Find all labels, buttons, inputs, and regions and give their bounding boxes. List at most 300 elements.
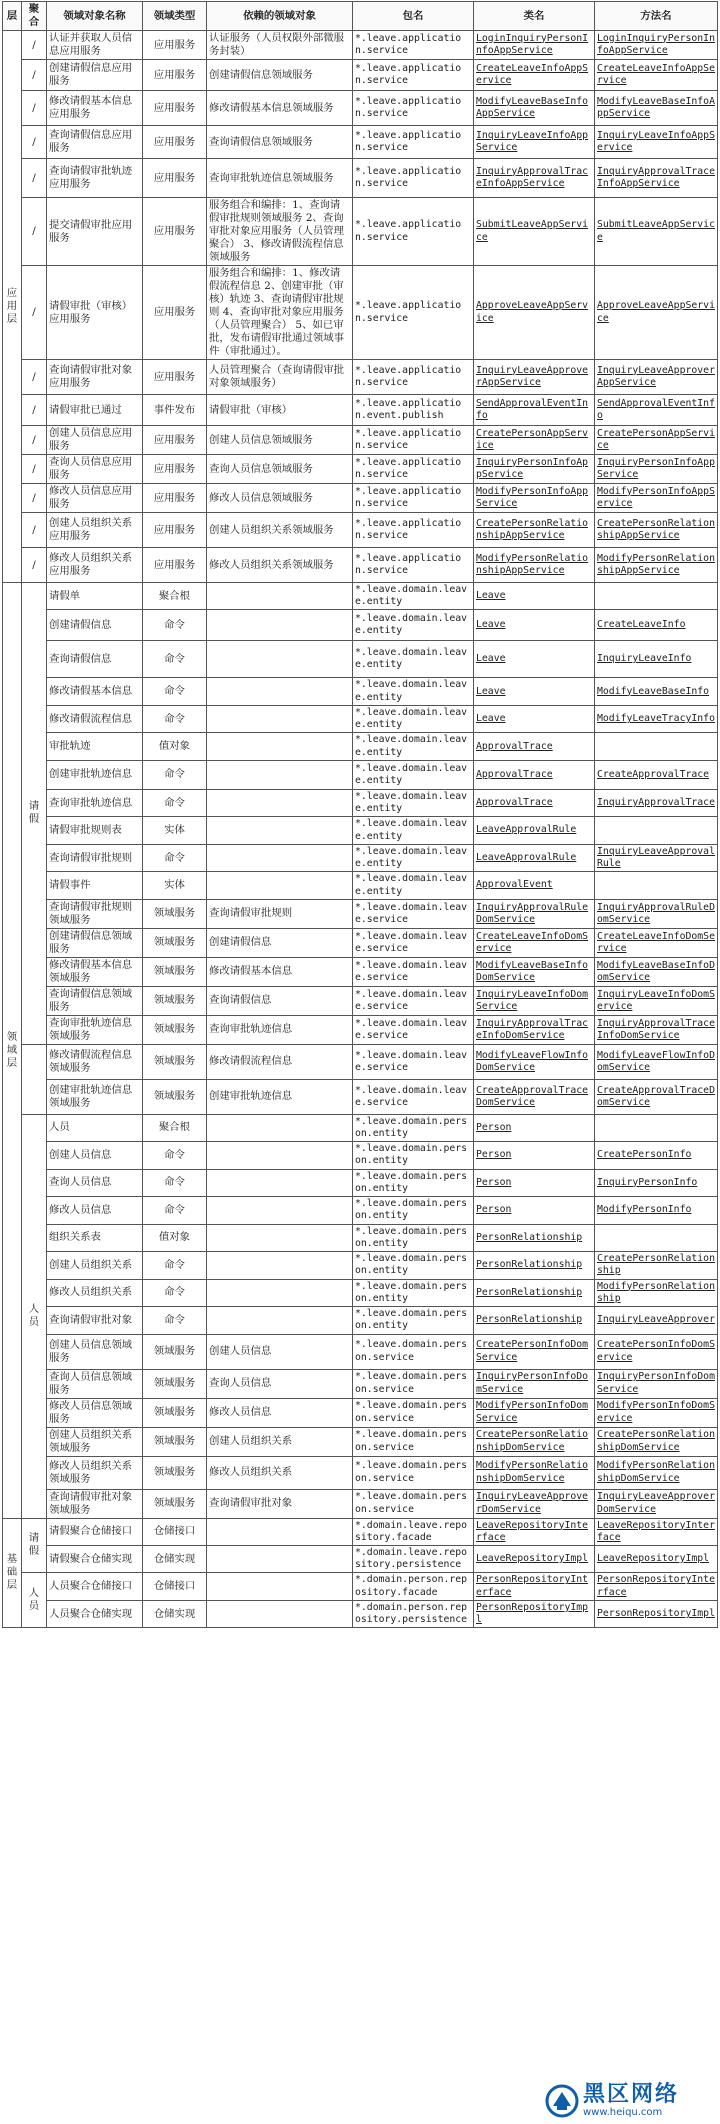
table-row xyxy=(3,1427,718,1456)
cell-object-name: 查询请假审批对象应用服务 xyxy=(47,360,143,395)
cell-package: *.leave.domain.person.service xyxy=(353,1334,474,1369)
cell-class: ModifyLeaveBaseInfoDomService xyxy=(474,957,595,986)
cell-method: CreatePersonInfo xyxy=(595,1142,718,1169)
cell-object-name: 查询请假审批对象 xyxy=(47,1307,143,1334)
cell-method xyxy=(595,1224,718,1251)
table-row xyxy=(3,789,718,816)
cell-aggregate: / xyxy=(22,266,47,360)
cell-object-name: 查询人员信息 xyxy=(47,1169,143,1196)
cell-class: CreateApprovalTraceDomService xyxy=(474,1079,595,1114)
cell-aggregate: / xyxy=(22,395,47,426)
cell-class: CreatePersonInfoDomService xyxy=(474,1334,595,1369)
cell-method: ModifyLeaveTracyInfo xyxy=(595,705,718,732)
cell-class: InquiryApprovalTraceInfoDomService xyxy=(474,1015,595,1044)
table-row xyxy=(3,928,718,957)
cell-method: CreatePersonAppService xyxy=(595,426,718,455)
cell-aggregate: / xyxy=(22,60,47,91)
table-row xyxy=(3,1169,718,1196)
cell-domain-type: 应用服务 xyxy=(143,484,207,513)
cell-package: *.leave.domain.person.entity xyxy=(353,1224,474,1251)
cell-method: InquiryLeaveApprover xyxy=(595,1307,718,1334)
cell-object-name: 修改请假基本信息 xyxy=(47,678,143,705)
cell-object-name: 请假聚合仓储实现 xyxy=(47,1545,143,1572)
cell-dependency: 修改人员信息领域服务 xyxy=(207,484,353,513)
cell-object-name: 创建审批轨迹信息领域服务 xyxy=(47,1079,143,1114)
table-row xyxy=(3,455,718,484)
cell-method: InquiryApprovalRuleDomService xyxy=(595,899,718,928)
cell-class: CreatePersonRelationshipAppService xyxy=(474,513,595,548)
cell-dependency: 修改请假基本信息 xyxy=(207,957,353,986)
cell-domain-type: 命令 xyxy=(143,844,207,871)
aggregate-cell-leave: 请假 xyxy=(22,583,47,1045)
cell-class: Person xyxy=(474,1142,595,1169)
cell-package: *.leave.application.service xyxy=(353,159,474,198)
cell-class: PersonRelationship xyxy=(474,1279,595,1306)
cell-domain-type: 命令 xyxy=(143,678,207,705)
cell-class: CreatePersonAppService xyxy=(474,426,595,455)
cell-method: ModifyLeaveBaseInfoDomService xyxy=(595,957,718,986)
cell-domain-type: 领域服务 xyxy=(143,957,207,986)
cell-method: InquiryLeaveApproverAppService xyxy=(595,360,718,395)
cell-object-name: 创建请假信息 xyxy=(47,610,143,641)
cell-class: PersonRelationship xyxy=(474,1224,595,1251)
layer-cell-application: 应用层 xyxy=(3,31,22,583)
header-layer: 层 xyxy=(3,2,22,31)
cell-object-name: 修改请假基本信息领域服务 xyxy=(47,957,143,986)
cell-package: *.leave.domain.person.entity xyxy=(353,1279,474,1306)
header-method: 方法名 xyxy=(595,2,718,31)
cell-method: CreateLeaveInfoDomService xyxy=(595,928,718,957)
cell-class: InquiryPersonInfoAppService xyxy=(474,455,595,484)
cell-class: ApprovalTrace xyxy=(474,733,595,760)
cell-package: *.leave.domain.leave.service xyxy=(353,928,474,957)
cell-domain-type: 应用服务 xyxy=(143,548,207,583)
cell-dependency xyxy=(207,641,353,678)
table-row xyxy=(3,1079,718,1114)
cell-dependency xyxy=(207,583,353,610)
cell-aggregate: / xyxy=(22,360,47,395)
cell-method: CreateApprovalTraceDomService xyxy=(595,1079,718,1114)
cell-domain-type: 领域服务 xyxy=(143,1427,207,1456)
cell-domain-type: 应用服务 xyxy=(143,426,207,455)
cell-object-name: 请假单 xyxy=(47,583,143,610)
cell-object-name: 查询请假审批规则领域服务 xyxy=(47,899,143,928)
cell-domain-type: 领域服务 xyxy=(143,928,207,957)
cell-class: InquiryApprovalRuleDomService xyxy=(474,899,595,928)
cell-object-name: 修改请假流程信息领域服务 xyxy=(47,1044,143,1079)
cell-dependency: 创建请假信息 xyxy=(207,928,353,957)
cell-domain-type: 应用服务 xyxy=(143,126,207,159)
cell-dependency xyxy=(207,1600,353,1627)
cell-class: ModifyPersonRelationshipDomService xyxy=(474,1456,595,1489)
cell-class: PersonRelationship xyxy=(474,1252,595,1279)
cell-object-name: 查询请假信息领域服务 xyxy=(47,986,143,1015)
table-row xyxy=(3,1518,718,1545)
cell-dependency: 查询审批轨迹信息领域服务 xyxy=(207,159,353,198)
cell-dependency xyxy=(207,1573,353,1600)
header-class: 类名 xyxy=(474,2,595,31)
cell-method: InquiryApprovalTrace xyxy=(595,789,718,816)
table-row xyxy=(3,899,718,928)
table-row xyxy=(3,705,718,732)
table-row xyxy=(3,159,718,198)
cell-method: InquiryLeaveApproverDomService xyxy=(595,1489,718,1518)
cell-package: *.leave.domain.person.service xyxy=(353,1456,474,1489)
cell-object-name: 创建人员信息领域服务 xyxy=(47,1334,143,1369)
cell-dependency: 创建请假信息领域服务 xyxy=(207,60,353,91)
cell-aggregate: / xyxy=(22,426,47,455)
cell-object-name: 提交请假审批应用服务 xyxy=(47,198,143,266)
cell-method xyxy=(595,817,718,844)
cell-domain-type: 应用服务 xyxy=(143,513,207,548)
table-row xyxy=(3,1252,718,1279)
cell-method xyxy=(595,872,718,899)
cell-dependency xyxy=(207,1279,353,1306)
cell-class: LeaveRepositoryInterface xyxy=(474,1518,595,1545)
cell-object-name: 请假审批规则表 xyxy=(47,817,143,844)
cell-class: Leave xyxy=(474,705,595,732)
cell-class: Leave xyxy=(474,641,595,678)
cell-method: CreatePersonRelationshipAppService xyxy=(595,513,718,548)
cell-aggregate: / xyxy=(22,31,47,60)
cell-class: CreateLeaveInfoDomService xyxy=(474,928,595,957)
cell-method: CreateLeaveInfoAppService xyxy=(595,60,718,91)
table-row xyxy=(3,91,718,126)
cell-dependency: 创建人员组织关系领域服务 xyxy=(207,513,353,548)
cell-class: InquiryLeaveInfoDomService xyxy=(474,986,595,1015)
cell-domain-type: 命令 xyxy=(143,1142,207,1169)
cell-dependency: 查询人员信息领域服务 xyxy=(207,455,353,484)
cell-package: *.leave.application.service xyxy=(353,484,474,513)
cell-method: InquiryLeaveApprovalRule xyxy=(595,844,718,871)
cell-object-name: 查询审批轨迹信息 xyxy=(47,789,143,816)
table-row xyxy=(3,760,718,789)
cell-aggregate: / xyxy=(22,198,47,266)
cell-domain-type: 领域服务 xyxy=(143,1489,207,1518)
cell-dependency: 查询人员信息 xyxy=(207,1369,353,1398)
cell-domain-type: 实体 xyxy=(143,817,207,844)
cell-aggregate: / xyxy=(22,455,47,484)
table-row xyxy=(3,1573,718,1600)
cell-domain-type: 应用服务 xyxy=(143,360,207,395)
cell-package: *.leave.domain.leave.entity xyxy=(353,844,474,871)
cell-class: ApprovalEvent xyxy=(474,872,595,899)
cell-object-name: 请假聚合仓储接口 xyxy=(47,1518,143,1545)
cell-object-name: 组织关系表 xyxy=(47,1224,143,1251)
cell-package: *.leave.domain.leave.entity xyxy=(353,610,474,641)
header-domain-type: 领域类型 xyxy=(143,2,207,31)
cell-package: *.leave.application.service xyxy=(353,360,474,395)
table-row xyxy=(3,360,718,395)
cell-dependency: 查询请假信息 xyxy=(207,986,353,1015)
cell-package: *.leave.application.event.publish xyxy=(353,395,474,426)
cell-dependency xyxy=(207,1307,353,1334)
header-dependency: 依赖的领域对象 xyxy=(207,2,353,31)
cell-method: InquiryPersonInfoDomService xyxy=(595,1369,718,1398)
cell-aggregate: / xyxy=(22,484,47,513)
cell-method: InquiryApprovalTraceInfoDomService xyxy=(595,1015,718,1044)
header-aggregate: 聚合 xyxy=(22,2,47,31)
table-row xyxy=(3,31,718,60)
cell-domain-type: 领域服务 xyxy=(143,1369,207,1398)
aggregate-cell-blank xyxy=(22,1044,47,1114)
cell-dependency: 创建审批轨迹信息 xyxy=(207,1079,353,1114)
table-row xyxy=(3,1142,718,1169)
cell-object-name: 创建人员信息 xyxy=(47,1142,143,1169)
cell-dependency xyxy=(207,705,353,732)
cell-dependency: 查询请假审批规则 xyxy=(207,899,353,928)
cell-object-name: 查询人员信息应用服务 xyxy=(47,455,143,484)
cell-domain-type: 领域服务 xyxy=(143,986,207,1015)
cell-domain-type: 领域服务 xyxy=(143,1015,207,1044)
cell-class: LoginInquiryPersonInfoAppService xyxy=(474,31,595,60)
cell-aggregate: / xyxy=(22,513,47,548)
cell-domain-type: 应用服务 xyxy=(143,455,207,484)
cell-object-name: 查询审批轨迹信息领域服务 xyxy=(47,1015,143,1044)
cell-object-name: 创建审批轨迹信息 xyxy=(47,760,143,789)
cell-dependency: 服务组合和编排：1、查询请假审批规则领域服务 2、查询审批对象应用服务（人员管理聚合） 3、修改请假流程信息领域服务 xyxy=(207,198,353,266)
cell-package: *.leave.application.service xyxy=(353,266,474,360)
cell-object-name: 查询人员信息领域服务 xyxy=(47,1369,143,1398)
cell-package: *.domain.leave.repository.facade xyxy=(353,1518,474,1545)
cell-method: InquiryLeaveInfo xyxy=(595,641,718,678)
table-row xyxy=(3,198,718,266)
cell-package: *.leave.domain.person.entity xyxy=(353,1252,474,1279)
cell-dependency xyxy=(207,844,353,871)
aggregate-cell-person-infra: 人员 xyxy=(22,1573,47,1628)
header-package: 包名 xyxy=(353,2,474,31)
cell-domain-type: 应用服务 xyxy=(143,31,207,60)
cell-method: InquiryPersonInfo xyxy=(595,1169,718,1196)
table-row xyxy=(3,872,718,899)
cell-domain-type: 实体 xyxy=(143,872,207,899)
cell-class: LeaveRepositoryImpl xyxy=(474,1545,595,1572)
cell-package: *.leave.domain.leave.entity xyxy=(353,817,474,844)
cell-class: Person xyxy=(474,1114,595,1141)
cell-dependency: 人员管理聚合（查询请假审批对象领域服务） xyxy=(207,360,353,395)
cell-dependency: 认证服务（人员权限外部微服务封装） xyxy=(207,31,353,60)
cell-class: CreateLeaveInfoAppService xyxy=(474,60,595,91)
cell-aggregate: / xyxy=(22,91,47,126)
cell-dependency xyxy=(207,1224,353,1251)
cell-domain-type: 领域服务 xyxy=(143,1079,207,1114)
cell-object-name: 修改人员组织关系应用服务 xyxy=(47,548,143,583)
table-row xyxy=(3,678,718,705)
cell-package: *.leave.domain.leave.service xyxy=(353,1044,474,1079)
cell-domain-type: 聚合根 xyxy=(143,583,207,610)
table-row xyxy=(3,844,718,871)
cell-class: PersonRepositoryImpl xyxy=(474,1600,595,1627)
cell-package: *.domain.leave.repository.persistence xyxy=(353,1545,474,1572)
cell-method: LoginInquiryPersonInfoAppService xyxy=(595,31,718,60)
cell-domain-type: 领域服务 xyxy=(143,1334,207,1369)
cell-package: *.leave.application.service xyxy=(353,455,474,484)
cell-domain-type: 聚合根 xyxy=(143,1114,207,1141)
cell-package: *.leave.domain.person.entity xyxy=(353,1169,474,1196)
cell-package: *.leave.domain.person.service xyxy=(353,1398,474,1427)
cell-package: *.leave.domain.person.service xyxy=(353,1427,474,1456)
layer-cell-domain: 领域层 xyxy=(3,583,22,1519)
table-row xyxy=(3,1224,718,1251)
cell-package: *.leave.domain.leave.entity xyxy=(353,872,474,899)
table-row xyxy=(3,513,718,548)
cell-domain-type: 仓储接口 xyxy=(143,1573,207,1600)
cell-method: PersonRepositoryInterface xyxy=(595,1573,718,1600)
watermark-site: www.heiqu.com xyxy=(583,2107,663,2118)
table-row xyxy=(3,484,718,513)
cell-object-name: 创建人员组织关系领域服务 xyxy=(47,1427,143,1456)
table-row xyxy=(3,1279,718,1306)
cell-dependency xyxy=(207,1114,353,1141)
cell-package: *.leave.domain.leave.service xyxy=(353,957,474,986)
cell-method: ModifyPersonInfoDomService xyxy=(595,1398,718,1427)
cell-domain-type: 命令 xyxy=(143,1197,207,1224)
table-row xyxy=(3,266,718,360)
cell-domain-type: 应用服务 xyxy=(143,60,207,91)
cell-domain-type: 应用服务 xyxy=(143,91,207,126)
cell-method: InquiryLeaveInfoDomService xyxy=(595,986,718,1015)
table-row xyxy=(3,610,718,641)
cell-object-name: 人员聚合仓储实现 xyxy=(47,1600,143,1627)
cell-method: CreateLeaveInfo xyxy=(595,610,718,641)
cell-class: InquiryLeaveApproverDomService xyxy=(474,1489,595,1518)
table-row xyxy=(3,548,718,583)
cell-dependency xyxy=(207,610,353,641)
cell-package: *.domain.person.repository.facade xyxy=(353,1573,474,1600)
cell-domain-type: 仓储接口 xyxy=(143,1518,207,1545)
cell-package: *.leave.application.service xyxy=(353,126,474,159)
cell-object-name: 修改人员信息领域服务 xyxy=(47,1398,143,1427)
cell-object-name: 修改人员信息应用服务 xyxy=(47,484,143,513)
cell-package: *.leave.application.service xyxy=(353,548,474,583)
cell-domain-type: 值对象 xyxy=(143,1224,207,1251)
cell-dependency: 修改请假基本信息领域服务 xyxy=(207,91,353,126)
table-row xyxy=(3,1398,718,1427)
cell-package: *.domain.person.repository.persistence xyxy=(353,1600,474,1627)
layer-cell-infrastructure: 基础层 xyxy=(3,1518,22,1628)
cell-domain-type: 命令 xyxy=(143,1279,207,1306)
cell-domain-type: 命令 xyxy=(143,1307,207,1334)
table-row xyxy=(3,426,718,455)
header-object-name: 领域对象名称 xyxy=(47,2,143,31)
table-row xyxy=(3,1369,718,1398)
table-row xyxy=(3,1015,718,1044)
aggregate-cell-leave-infra: 请假 xyxy=(22,1518,47,1573)
cell-dependency xyxy=(207,678,353,705)
cell-class: ApprovalTrace xyxy=(474,760,595,789)
cell-domain-type: 命令 xyxy=(143,610,207,641)
cell-dependency xyxy=(207,1518,353,1545)
cell-method: ApproveLeaveAppService xyxy=(595,266,718,360)
cell-domain-type: 事件发布 xyxy=(143,395,207,426)
cell-object-name: 创建请假信息应用服务 xyxy=(47,60,143,91)
cell-class: ModifyLeaveBaseInfoAppService xyxy=(474,91,595,126)
cell-dependency xyxy=(207,789,353,816)
cell-package: *.leave.domain.person.entity xyxy=(353,1197,474,1224)
cell-object-name: 创建人员组织关系 xyxy=(47,1252,143,1279)
cell-package: *.leave.domain.leave.entity xyxy=(353,760,474,789)
watermark xyxy=(545,2082,715,2120)
cell-dependency: 修改人员信息 xyxy=(207,1398,353,1427)
cell-class: CreatePersonRelationshipDomService xyxy=(474,1427,595,1456)
cell-package: *.leave.application.service xyxy=(353,513,474,548)
cell-domain-type: 值对象 xyxy=(143,733,207,760)
cell-dependency xyxy=(207,1197,353,1224)
cell-class: Leave xyxy=(474,610,595,641)
cell-package: *.leave.application.service xyxy=(353,60,474,91)
watermark-title: 黑区网络 xyxy=(583,2082,680,2107)
heiqu-logo-icon xyxy=(545,2084,579,2118)
cell-dependency xyxy=(207,872,353,899)
cell-method: InquiryApprovalTraceInfoAppService xyxy=(595,159,718,198)
cell-package: *.leave.domain.leave.entity xyxy=(353,678,474,705)
cell-package: *.leave.application.service xyxy=(353,426,474,455)
cell-object-name: 查询请假审批规则 xyxy=(47,844,143,871)
cell-object-name: 人员 xyxy=(47,1114,143,1141)
cell-dependency: 查询请假审批对象 xyxy=(207,1489,353,1518)
cell-dependency xyxy=(207,733,353,760)
cell-class: InquiryLeaveInfoAppService xyxy=(474,126,595,159)
cell-object-name: 认证并获取人员信息应用服务 xyxy=(47,31,143,60)
cell-package: *.leave.domain.leave.service xyxy=(353,1015,474,1044)
cell-class: ModifyPersonRelationshipAppService xyxy=(474,548,595,583)
cell-domain-type: 命令 xyxy=(143,641,207,678)
table-row xyxy=(3,733,718,760)
cell-method: ModifyLeaveBaseInfo xyxy=(595,678,718,705)
cell-class: ApproveLeaveAppService xyxy=(474,266,595,360)
cell-method: LeaveRepositoryInterface xyxy=(595,1518,718,1545)
cell-domain-type: 命令 xyxy=(143,1169,207,1196)
cell-dependency: 修改请假流程信息 xyxy=(207,1044,353,1079)
cell-package: *.leave.application.service xyxy=(353,31,474,60)
cell-method: ModifyPersonRelationshipAppService xyxy=(595,548,718,583)
cell-object-name: 请假事件 xyxy=(47,872,143,899)
cell-domain-type: 命令 xyxy=(143,789,207,816)
cell-method: CreatePersonRelationshipDomService xyxy=(595,1427,718,1456)
cell-object-name: 查询请假信息 xyxy=(47,641,143,678)
cell-package: *.leave.domain.leave.entity xyxy=(353,733,474,760)
cell-class: PersonRepositoryInterface xyxy=(474,1573,595,1600)
cell-dependency: 服务组合和编排：1、修改请假流程信息 2、创建审批（审核）轨迹 3、查询请假审批规则 4、查询审批对象应用服务（人员管理聚合） 5、如已审批，发布请假审批通过领域事件（审批通过）。 xyxy=(207,266,353,360)
cell-class: SubmitLeaveAppService xyxy=(474,198,595,266)
cell-package: *.leave.domain.leave.entity xyxy=(353,641,474,678)
cell-package: *.leave.domain.leave.service xyxy=(353,1079,474,1114)
cell-class: ModifyPersonInfoAppService xyxy=(474,484,595,513)
cell-dependency: 查询请假信息领域服务 xyxy=(207,126,353,159)
cell-class: Leave xyxy=(474,678,595,705)
cell-object-name: 查询请假审批对象领域服务 xyxy=(47,1489,143,1518)
cell-package: *.leave.application.service xyxy=(353,91,474,126)
table-row xyxy=(3,1044,718,1079)
cell-dependency: 修改人员组织关系 xyxy=(207,1456,353,1489)
table-row xyxy=(3,1600,718,1627)
table-row xyxy=(3,957,718,986)
ddd-object-table xyxy=(2,1,718,1628)
cell-package: *.leave.application.service xyxy=(353,198,474,266)
table-row xyxy=(3,1197,718,1224)
cell-object-name: 修改人员组织关系领域服务 xyxy=(47,1456,143,1489)
cell-dependency xyxy=(207,1545,353,1572)
cell-class: ModifyPersonInfoDomService xyxy=(474,1398,595,1427)
cell-class: InquiryApprovalTraceInfoAppService xyxy=(474,159,595,198)
table-row xyxy=(3,1489,718,1518)
cell-object-name: 审批轨迹 xyxy=(47,733,143,760)
cell-method: SendApprovalEventInfo xyxy=(595,395,718,426)
cell-dependency xyxy=(207,1142,353,1169)
cell-method xyxy=(595,1114,718,1141)
cell-domain-type: 命令 xyxy=(143,705,207,732)
cell-object-name: 修改请假流程信息 xyxy=(47,705,143,732)
